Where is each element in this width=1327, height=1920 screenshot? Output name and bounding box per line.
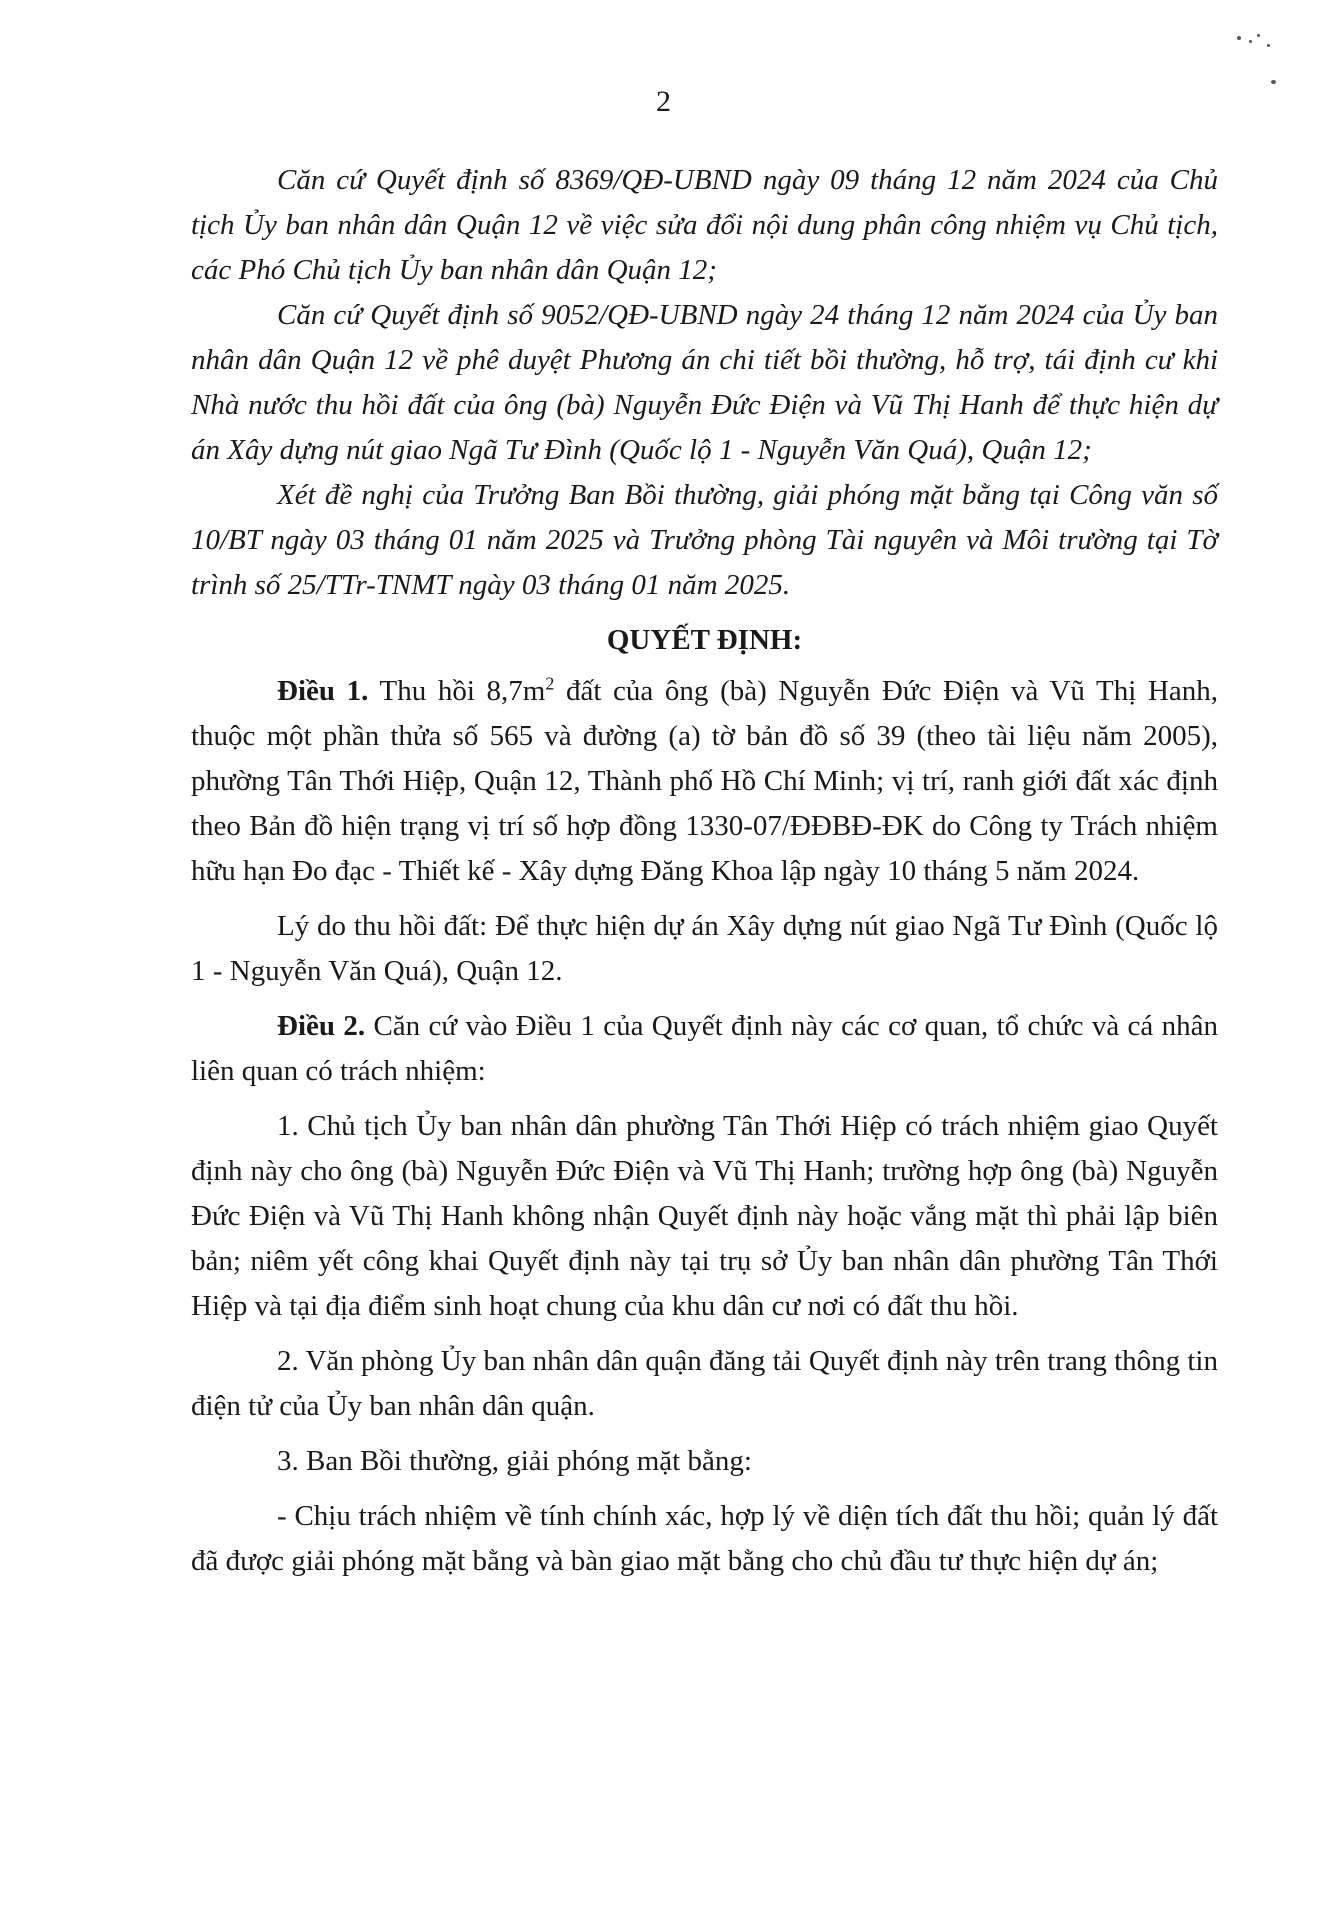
article-1-paragraph bbox=[191, 669, 1218, 894]
article-2-paragraph bbox=[191, 1004, 1218, 1094]
preamble-paragraph-3: Xét đề nghị của Trưởng Ban Bồi thường, giải phóng mặt bằng tại Công văn số 10/BT ngày 03 tháng 01 năm 2025 và Trưởng phòng Tài nguyên và Môi trường tại Tờ trình số 25/TTr-TNMT ngày 03 tháng 01 năm 2025. bbox=[191, 479, 1218, 601]
article-2-label: Điều 2. bbox=[277, 1010, 366, 1042]
preamble-paragraph-2: Căn cứ Quyết định số 9052/QĐ-UBND ngày 24 tháng 12 năm 2024 của Ủy ban nhân dân Quận 12 về phê duyệt Phương án chi tiết bồi thường, hỗ trợ, tái định cư khi Nhà nước thu hồi đất của ông (bà) Nguyễn Đức Điện và Vũ Thị Hanh để thực hiện dự án Xây dựng nút giao Ngã Tư Đình (Quốc lộ 1 - Nguyễn Văn Quá), Quận 12; bbox=[191, 299, 1218, 466]
article-2-item-3: 3. Ban Bồi thường, giải phóng mặt bằng: bbox=[277, 1445, 752, 1477]
article-2-item-1: 1. Chủ tịch Ủy ban nhân dân phường Tân Thới Hiệp có trách nhiệm giao Quyết định này cho ông (bà) Nguyễn Đức Điện và Vũ Thị Hanh; trường hợp ông (bà) Nguyễn Đức Điện và Vũ Thị Hanh không nhận Quyết định này hoặc vắng mặt thì phải lập biên bản; niêm yết công khai Quyết định này tại trụ sở Ủy ban nhân dân phường Tân Thới Hiệp và tại địa điểm sinh hoạt chung của khu dân cư nơi có đất thu hồi. bbox=[191, 1110, 1218, 1322]
area-unit-superscript: 2 bbox=[545, 673, 555, 694]
page-number: 2 bbox=[656, 85, 671, 118]
article-1-label: Điều 1. bbox=[277, 675, 369, 707]
article-2-text: Căn cứ vào Điều 1 của Quyết định này các cơ quan, tổ chức và cá nhân liên quan có trách nhiệm: bbox=[191, 1010, 1219, 1087]
article-1-reason: Lý do thu hồi đất: Để thực hiện dự án Xây dựng nút giao Ngã Tư Đình (Quốc lộ 1 - Nguyễn Văn Quá), Quận 12. bbox=[191, 910, 1218, 987]
article-2-item-3-bullet: - Chịu trách nhiệm về tính chính xác, hợp lý về diện tích đất thu hồi; quản lý đất đã được giải phóng mặt bằng và bàn giao mặt bằng cho chủ đầu tư thực hiện dự án; bbox=[191, 1500, 1218, 1577]
article-1-text-end: đất của ông (bà) Nguyễn Đức Điện và Vũ Thị Hanh, thuộc một phần thửa số 565 và đường (a) tờ bản đồ số 39 (theo tài liệu năm 2005), phường Tân Thới Hiệp, Quận 12, Thành phố Hồ Chí Minh; vị trí, ranh giới đất xác định theo Bản đồ hiện trạng vị trí số hợp đồng 1330-07/ĐĐBĐ-ĐK do Công ty Trách nhiệm hữu hạn Đo đạc - Thiết kế - Xây dựng Đăng Khoa lập ngày 10 tháng 5 năm 2024. bbox=[191, 675, 1219, 887]
article-1-text-start: Thu hồi 8,7m bbox=[368, 675, 546, 707]
preamble-paragraph-1: Căn cứ Quyết định số 8369/QĐ-UBND ngày 09 tháng 12 năm 2024 của Chủ tịch Ủy ban nhân dân Quận 12 về việc sửa đổi nội dung phân công nhiệm vụ Chủ tịch, các Phó Chủ tịch Ủy ban nhân dân Quận 12; bbox=[191, 164, 1218, 286]
decision-heading: QUYẾT ĐỊNH: bbox=[606, 624, 803, 656]
article-2-item-2: 2. Văn phòng Ủy ban nhân dân quận đăng tải Quyết định này trên trang thông tin điện tử của Ủy ban nhân dân quận. bbox=[191, 1345, 1218, 1422]
document-body bbox=[191, 158, 1218, 1584]
